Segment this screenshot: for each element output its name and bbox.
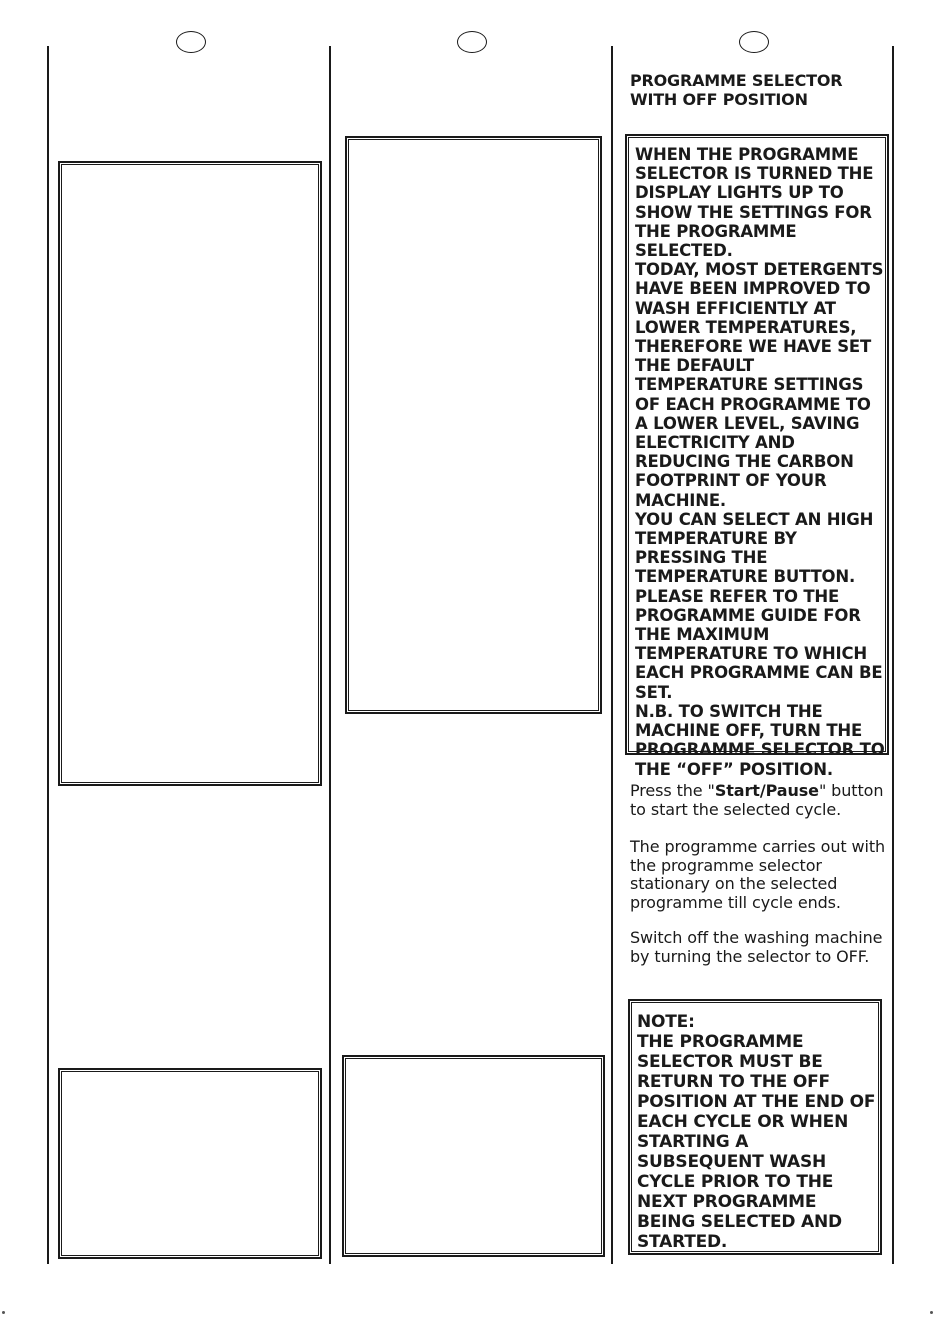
language-marker-column-2 (457, 31, 487, 53)
alert-paragraph: YOU CAN SELECT AN HIGH TEMPERATURE BY PRESSING THE TEMPERATURE BUTTON. (635, 509, 874, 587)
switch-off-text: Switch off the washing machine by turning the selector to OFF. (630, 928, 883, 966)
alert-text (635, 145, 885, 779)
start-instruction (630, 782, 890, 819)
note-label: NOTE: (637, 1012, 695, 1032)
column-1-upper-box (58, 161, 322, 786)
language-marker-column-1 (176, 31, 206, 53)
column-2-lower-box (342, 1055, 605, 1257)
alert-paragraph: TODAY, MOST DETERGENTS HAVE BEEN IMPROVED TO WASH EFFICIENTLY AT LOWER TEMPERATURES, THEREFORE WE HAVE SET THE DEFAULT TEMPERATURE SETTINGS OF EACH PROGRAMME TO A LOWER LEVEL, SAVING ELECTRICITY AND REDUCING THE CARBON FOOTPRINT OF YOUR MACHINE. (635, 260, 884, 510)
column-divider-right (892, 46, 894, 1264)
column-divider-left (47, 46, 49, 1264)
corner-mark-right (930, 1311, 933, 1314)
note-body: THE PROGRAMME SELECTOR MUST BE RETURN TO THE OFF POSITION AT THE END OF EACH CYCLE OR WHEN STARTING A SUBSEQUENT WASH CYCLE PRIOR TO THE NEXT PROGRAMME BEING SELECTED AND STARTED. (637, 1032, 876, 1252)
start-suffix: " button to start the selected cycle. (630, 781, 884, 819)
column-divider-middle-right (611, 46, 613, 1264)
column-1-lower-box (58, 1068, 322, 1259)
switch-off-instruction (630, 929, 890, 966)
corner-mark-left (2, 1311, 5, 1314)
alert-paragraph: WHEN THE PROGRAMME SELECTOR IS TURNED THE DISPLAY LIGHTS UP TO SHOW THE SETTINGS FOR THE PROGRAMME SELECTED. (635, 145, 874, 261)
programme-run-text: The programme carries out with the programme selector stationary on the selected programme till cycle ends. (630, 837, 886, 912)
section-heading: PROGRAMME SELECTOR WITH OFF POSITION (630, 71, 843, 109)
start-prefix: Press the " (630, 781, 715, 800)
alert-paragraph: N.B. TO SWITCH THE MACHINE OFF, TURN THE PROGRAMME SELECTOR TO THE “OFF” POSITION. (635, 701, 885, 779)
alert-paragraph: PLEASE REFER TO THE PROGRAMME GUIDE FOR THE MAXIMUM TEMPERATURE TO WHICH EACH PROGRAMME CAN BE SET. (635, 586, 883, 702)
column-2-upper-box (345, 136, 602, 714)
note-text (637, 1012, 877, 1252)
column-divider-middle-left (329, 46, 331, 1264)
programme-run-instruction (630, 838, 890, 912)
language-marker-column-3 (739, 31, 769, 53)
start-pause-button-name: Start/Pause (714, 781, 819, 800)
